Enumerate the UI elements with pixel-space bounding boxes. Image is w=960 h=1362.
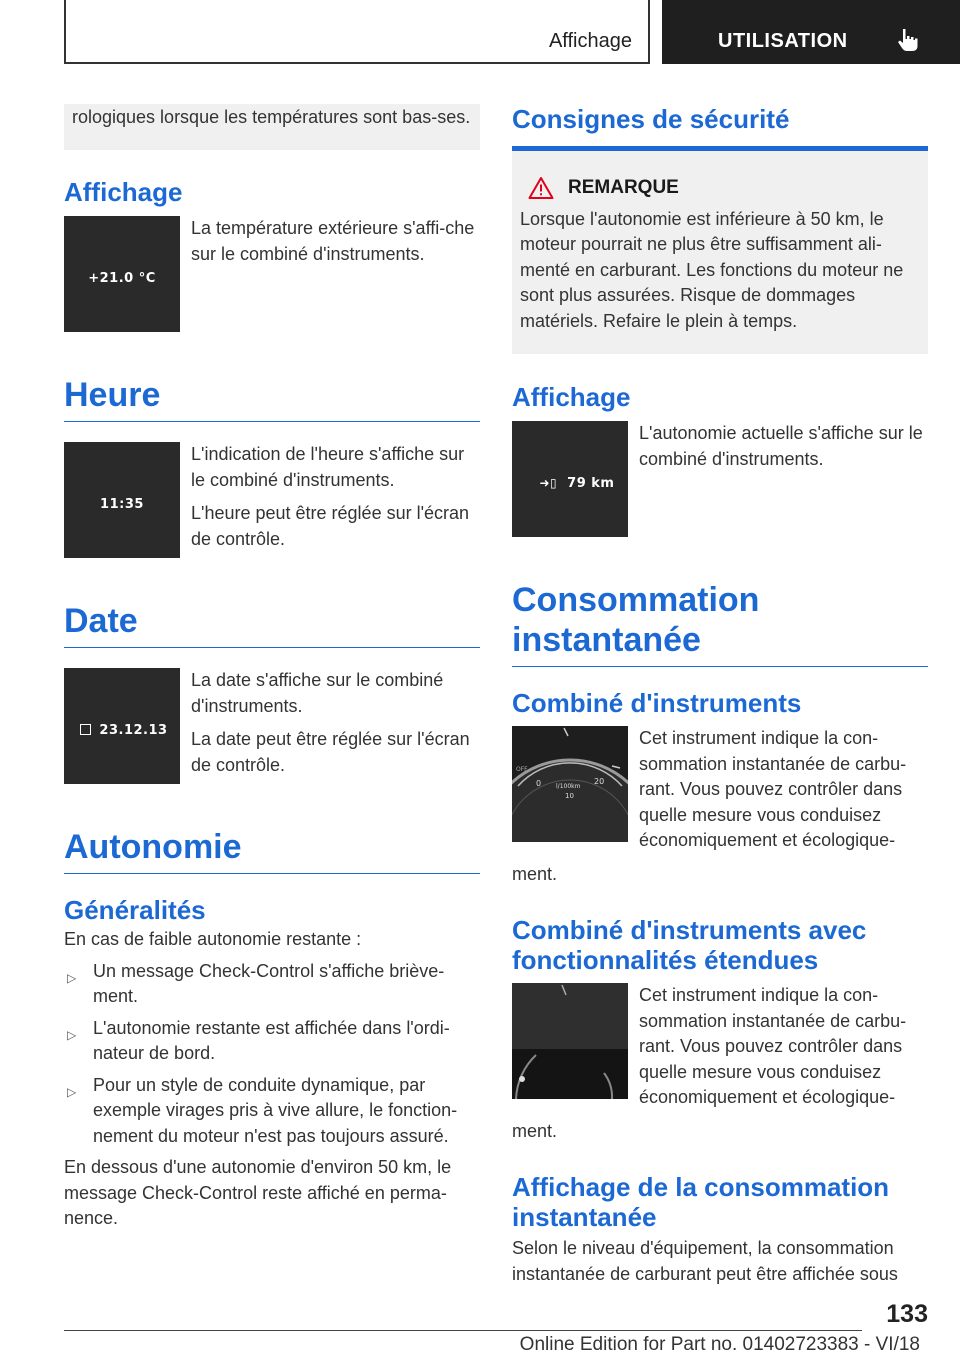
notice-title-row <box>520 175 920 201</box>
date-text-1: La date s'affiche sur le combiné d'instruments. <box>191 670 444 716</box>
consumption-gauge-image <box>512 726 628 842</box>
notice-text: Lorsque l'autonomie est inférieure à 50 km, le moteur pourrait ne plus être suffisamment ali-menté en carburant. Les fonctions du moteur ne sont plus assurées. Risque de dommages matériels. Refaire le plein à temps. <box>520 208 904 331</box>
page-number: 133 <box>886 1300 928 1328</box>
time-figure-row <box>64 442 480 558</box>
gauge-20-label: 20 <box>594 777 605 786</box>
autonomie-outro: En dessous d'une autonomie d'environ 50 km, le message Check-Control reste affiché en perma-nence. <box>64 1157 452 1228</box>
warning-triangle-icon <box>528 176 554 200</box>
gauge-10-label: 10 <box>565 792 574 800</box>
outside-temp-value: +21.0 °C <box>88 271 156 286</box>
combine-etendu-text-wrap: Cet instrument indique la con-sommation instantanée de carbu-rant. Vous pouvez contrôler dans quelle mesure vous conduisez économiquement et écologique- <box>639 985 907 1107</box>
bullet-item <box>64 1073 480 1150</box>
outside-temp-text-block <box>191 216 480 267</box>
range-text: L'autonomie actuelle s'affiche sur le combiné d'instruments. <box>639 423 923 469</box>
time-display-image <box>64 442 180 558</box>
date-value-wrap <box>64 718 180 744</box>
combine-etendu-figure-row <box>512 983 928 1111</box>
header-section-title: Affichage <box>548 30 632 52</box>
hand-pointer-icon <box>894 26 922 54</box>
affichage-conso-text: Selon le niveau d'équipement, la consommation instantanée de carburant peut être affichée sous <box>512 1238 898 1284</box>
consommation-heading: Consommation instantanée <box>512 580 928 667</box>
extended-gauge-image <box>512 983 628 1099</box>
autonomie-body <box>64 927 480 1232</box>
header-section-tab <box>64 0 650 64</box>
bullet-text: Pour un style de conduite dynamique, par exemple virages pris à vive allure, le fonction-nement du moteur n'est pas toujours assuré. <box>93 1074 458 1146</box>
footer-divider <box>64 1330 862 1331</box>
date-value: 23.12.13 <box>99 723 168 738</box>
date-figure-row <box>64 668 480 784</box>
header-chapter-title: UTILISATION <box>718 30 848 52</box>
range-value-wrap <box>512 471 628 497</box>
outside-temp-figure-row <box>64 216 480 332</box>
combine-etendu-heading: Combiné d'instruments avec fonctionnalités étendues <box>512 915 867 975</box>
date-display-image <box>64 668 180 784</box>
bullet-text: Un message Check-Control s'affiche briève-ment. <box>93 960 445 1006</box>
triangle-bullet-icon: ▷ <box>67 970 77 985</box>
outside-temp-display-image <box>64 216 180 332</box>
autonomie-heading: Autonomie <box>64 827 480 874</box>
safety-notice-box <box>512 146 928 354</box>
bullet-text: L'autonomie restante est affichée dans l'ordi-nateur de bord. <box>93 1017 450 1063</box>
combine-etendu-block <box>512 983 928 1144</box>
header-chapter-tab <box>662 0 960 64</box>
range-text-block <box>639 421 928 472</box>
combine-heading: Combiné d'instruments <box>512 688 802 718</box>
heure-heading: Heure <box>64 375 480 422</box>
triangle-bullet-icon: ▷ <box>67 1084 77 1099</box>
notice-title: REMARQUE <box>568 177 679 198</box>
affichage-autonomie-heading: Affichage <box>512 382 631 412</box>
date-text-2: La date peut être réglée sur l'écran de contrôle. <box>191 729 470 775</box>
combine-text-wrap: Cet instrument indique la con-sommation instantanée de carbu-rant. Vous pouvez contrôler dans quelle mesure vous conduisez économiquement et écologique- <box>639 728 907 850</box>
gauge-0-label: 0 <box>536 779 542 788</box>
range-display-image <box>512 421 628 537</box>
intro-box <box>64 104 480 150</box>
combine-text-block <box>639 726 928 854</box>
consignes-heading: Consignes de sécurité <box>512 104 790 134</box>
bullet-item <box>64 1016 480 1067</box>
gauge-unit-label: l/100km <box>556 783 581 790</box>
combine-text-tail: ment. <box>512 863 558 884</box>
calendar-icon <box>80 724 91 735</box>
autonomie-bullet-list <box>64 959 480 1150</box>
date-text-block <box>191 668 480 778</box>
time-text-1: L'indication de l'heure s'affiche sur le combiné d'instruments. <box>191 444 465 490</box>
left-column <box>64 104 480 1232</box>
affichage-heading: Affichage <box>64 177 183 207</box>
time-text-block <box>191 442 480 552</box>
autonomie-intro: En cas de faible autonomie restante : <box>64 929 362 949</box>
footer-edition: Online Edition for Part no. 01402723383 - VI/18 <box>519 1334 920 1355</box>
combine-etendu-text-block <box>639 983 928 1111</box>
triangle-bullet-icon: ▷ <box>67 1027 77 1042</box>
bullet-item <box>64 959 480 1010</box>
generalites-heading: Généralités <box>64 895 206 925</box>
time-value: 11:35 <box>100 497 144 512</box>
affichage-conso-heading: Affichage de la consommation instantanée <box>512 1172 890 1232</box>
date-heading: Date <box>64 601 480 648</box>
gauge-off-label: OFF <box>516 766 528 773</box>
combine-etendu-text-tail: ment. <box>512 1120 558 1141</box>
range-figure-row <box>512 421 928 537</box>
range-value: 79 km <box>567 476 615 491</box>
fuel-pump-icon: ➜▯ <box>539 476 558 490</box>
outside-temp-text: La température extérieure s'affi-che sur le combiné d'instruments. <box>191 218 475 264</box>
right-column <box>512 104 928 1287</box>
intro-text: rologiques lorsque les températures sont bas-ses. <box>72 107 471 127</box>
combine-figure-row <box>512 726 928 854</box>
time-text-2: L'heure peut être réglée sur l'écran de contrôle. <box>191 503 470 549</box>
combine-block <box>512 726 928 887</box>
